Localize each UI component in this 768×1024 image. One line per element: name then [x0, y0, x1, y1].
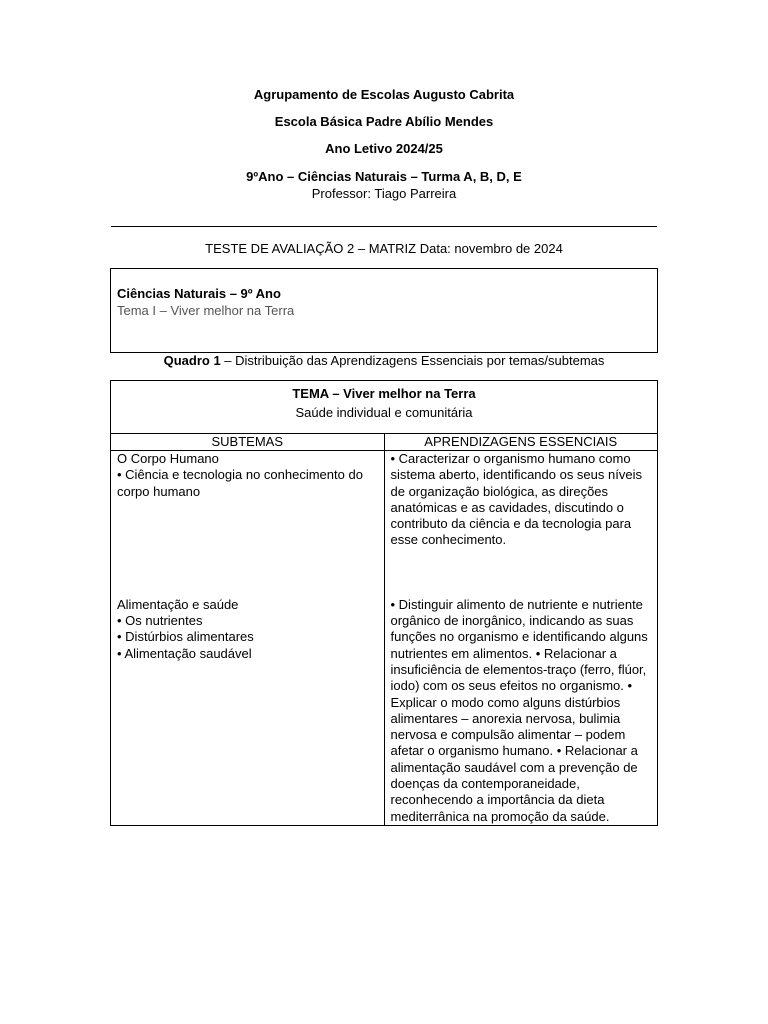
theme-header-cell: [111, 381, 658, 434]
subtema-item: • Alimentação saudável: [117, 645, 252, 661]
theme-header-title: TEMA – Viver melhor na Terra: [292, 386, 476, 401]
subtema-item: • Ciência e tecnologia no conhecimento do corpo humano: [117, 467, 363, 499]
aprendizagem-text: • Caracterizar o organismo humano como sistema aberto, identificando os seus níveis de organização biológica, as direções anatómicas e as cavidades, discutindo o contributo da ciência e da tecnologia para esse conhecimento.: [390, 451, 642, 548]
test-title: TESTE DE AVALIAÇÃO 2 – MATRIZ Data: novembro de 2024: [205, 241, 563, 256]
table-caption: [0, 353, 768, 368]
caption-text: – Distribuição das Aprendizagens Essenciais por temas/subtemas: [220, 353, 605, 368]
subject-box: [110, 268, 658, 353]
class-line: 9ºAno – Ciências Naturais – Turma A, B, D, E: [246, 169, 522, 184]
theme-title: Tema I – Viver melhor na Terra: [117, 303, 295, 318]
subtemas-cell: [111, 451, 385, 826]
subtema-title: O Corpo Humano: [117, 451, 219, 466]
school-name: Escola Básica Padre Abílio Mendes: [274, 114, 494, 129]
caption-label: Quadro 1: [163, 353, 221, 368]
subtema-item: • Os nutrientes: [117, 613, 203, 629]
subtema-title: Alimentação e saúde: [117, 596, 239, 612]
school-group-title: Agrupamento de Escolas Augusto Cabrita: [253, 87, 515, 102]
subtema-item: • Distúrbios alimentares: [117, 629, 254, 645]
learning-table: [110, 380, 658, 826]
school-year: Ano Letivo 2024/25: [325, 141, 443, 156]
col-header-aprendizagens: APRENDIZAGENS ESSENCIAIS: [384, 434, 658, 451]
col-header-subtemas: SUBTEMAS: [111, 434, 385, 451]
subject-title: Ciências Naturais – 9º Ano: [117, 286, 281, 301]
aprendizagens-cell: [384, 451, 658, 826]
theme-header-subtitle: Saúde individual e comunitária: [295, 405, 473, 420]
divider: [111, 226, 657, 227]
aprendizagem-text: • Distinguir alimento de nutriente e nutriente orgânico de inorgânico, indicando as suas funções no organismo e identificando alguns nutrientes em alimentos. • Relacionar a insuficiência de elementos-traço (ferro, flúor, iodo) com os seus efeitos no organismo. • Explicar o modo como alguns distúrbios alimentares – anorexia nervosa, bulimia nervosa e compulsão alimentar – podem afetar o organismo humano. • Relacionar a alimentação saudável com a prevenção de doenças da contemporaneidade, reconhecendo a importância da dieta mediterrânica na promoção da saúde.: [390, 596, 648, 824]
teacher-line: Professor: Tiago Parreira: [311, 186, 457, 201]
